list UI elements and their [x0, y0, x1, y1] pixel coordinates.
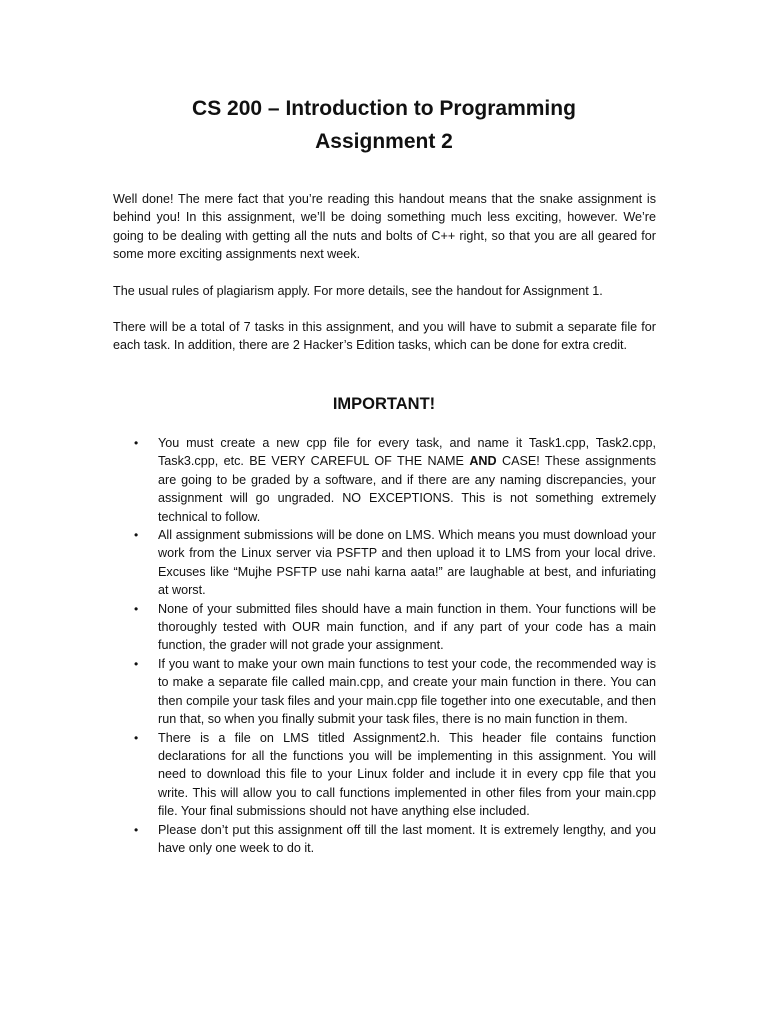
bullet-bold-text: AND — [469, 454, 497, 469]
bullet-item-lms-submission — [113, 526, 656, 600]
bullet-text: None of your submitted files should have a main function in them. Your functions will be thoroughly tested with OUR main function, and if any part of your code has a main function, the grader will not grade your assignment. — [158, 601, 656, 653]
bullet-text-part: You must create a new cpp file for every task, and name it Task1.cpp, Task2.cpp, Task3.cpp, etc. BE VERY CAREFUL OF THE NAME — [158, 436, 656, 469]
plagiarism-paragraph: The usual rules of plagiarism apply. For more details, see the handout for Assignment 1. — [113, 284, 603, 298]
bullet-item-testing — [113, 655, 656, 729]
intro-paragraph: Well done! The mere fact that you’re reading this handout means that the snake assignment is behind you! In this assignment, we’ll be doing something much less exciting, however. We’re going to be dealing with getting all the nuts and bolts of C++ right, so that you are all geared for some more exciting assignments next week. — [113, 192, 656, 262]
bullet-item-file-naming — [113, 434, 656, 526]
tasks-paragraph: There will be a total of 7 tasks in this assignment, and you will have to submit a separate file for each task. In addition, there are 2 Hacker’s Edition tasks, which can be done for extra credit. — [113, 320, 656, 353]
course-title: CS 200 – Introduction to Programming — [192, 97, 576, 120]
bullet-item-header-file — [113, 729, 656, 821]
bullet-icon: • — [134, 730, 139, 745]
bullet-icon: • — [134, 436, 139, 450]
assignment-title: Assignment 2 — [315, 130, 453, 153]
bullet-item-no-main-function — [113, 600, 656, 655]
bullet-icon: • — [134, 656, 139, 671]
bullet-text-part: CASE! These assignments are going to be graded by a software, and if there are any naming discrepancies, your assignment will go ungraded. NO EXCEPTIONS. This is not something extremely technical to follow. — [158, 454, 657, 524]
bullet-text: All assignment submissions will be done on LMS. Which means you must download your work from the Linux server via PSFTP and then upload it to LMS from your local drive. Excuses like “Mujhe PSFTP use nahi karna aata!” are laughable at best, and infuriating at worst. — [158, 528, 656, 598]
bullet-icon: • — [134, 822, 139, 837]
bullet-text: If you want to make your own main functions to test your code, the recommended way is to make a separate file called main.cpp, and create your main function in there. You can then compile your task files and your main.cpp file together into one executable, and then run that, so when you finally submit your task files, there is no main function in them. — [158, 656, 656, 727]
important-heading: IMPORTANT! — [332, 395, 436, 413]
bullet-icon: • — [134, 601, 139, 616]
document-title — [0, 92, 768, 158]
important-bullet-list — [113, 434, 656, 857]
bullet-text: Please don’t put this assignment off till the last moment. It is extremely lengthy, and you have only one week to do it. — [158, 822, 656, 855]
bullet-item-deadline — [113, 821, 656, 858]
bullet-icon: • — [134, 528, 139, 543]
bullet-text: There is a file on LMS titled Assignment2.h. This header file contains function declarations for all the functions you will be implementing in this assignment. You will need to download this file to your Linux folder and include it in every cpp file that you write. This will allow you to call functions implemented in other files from your main.cpp file. Your final submissions should not have anything else included. — [158, 730, 656, 819]
